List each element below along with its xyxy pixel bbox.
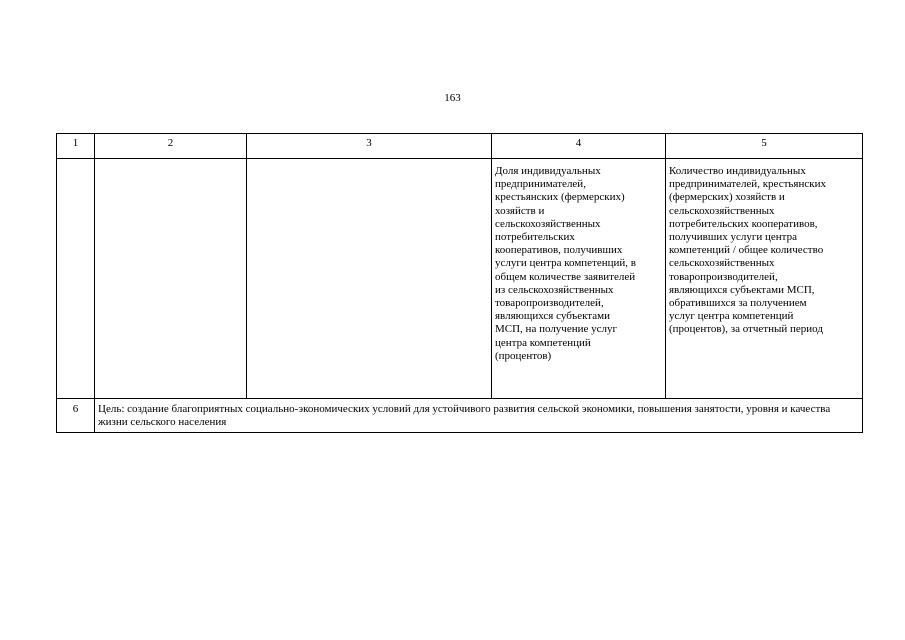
indicator-formula-cell: Количество индивидуальных предпринимателей, крестьянских (фермерских) хозяйств и сельскохозяйственных потребительских кооперативов, получивших услуги центра компетенций / общее количество сельскохозяйственных товаропроизводителей, являющихся субъектами МСП, обратившихся за получением услуг центра компетенций (процентов), за отчетный период bbox=[666, 159, 863, 399]
table-header-row bbox=[57, 134, 863, 159]
header-cell-2: 2 bbox=[95, 134, 247, 159]
indicator-name-cell: Доля индивидуальных предпринимателей, крестьянских (фермерских) хозяйств и сельскохозяйственных потребительских кооперативов, получивших услуги центра компетенций, в общем количестве заявителей из сельскохозяйственных товаропроизводителей, являющихся субъектами МСП, на получение услуг центра компетенций (процентов) bbox=[492, 159, 666, 399]
goal-row-number: 6 bbox=[57, 399, 95, 433]
header-cell-4: 4 bbox=[492, 134, 666, 159]
header-cell-3: 3 bbox=[247, 134, 492, 159]
goal-text-cell: Цель: создание благоприятных социально-экономических условий для устойчивого развития сельской экономики, повышения занятости, уровня и качества жизни сельского населения bbox=[95, 399, 863, 433]
header-cell-1: 1 bbox=[57, 134, 95, 159]
row-cell-number bbox=[57, 159, 95, 399]
indicator-table bbox=[56, 133, 863, 433]
row-cell-2 bbox=[95, 159, 247, 399]
table-row-goal bbox=[57, 399, 863, 433]
header-cell-5: 5 bbox=[666, 134, 863, 159]
table-row bbox=[57, 159, 863, 399]
page-number: 163 bbox=[444, 92, 461, 104]
row-cell-3 bbox=[247, 159, 492, 399]
